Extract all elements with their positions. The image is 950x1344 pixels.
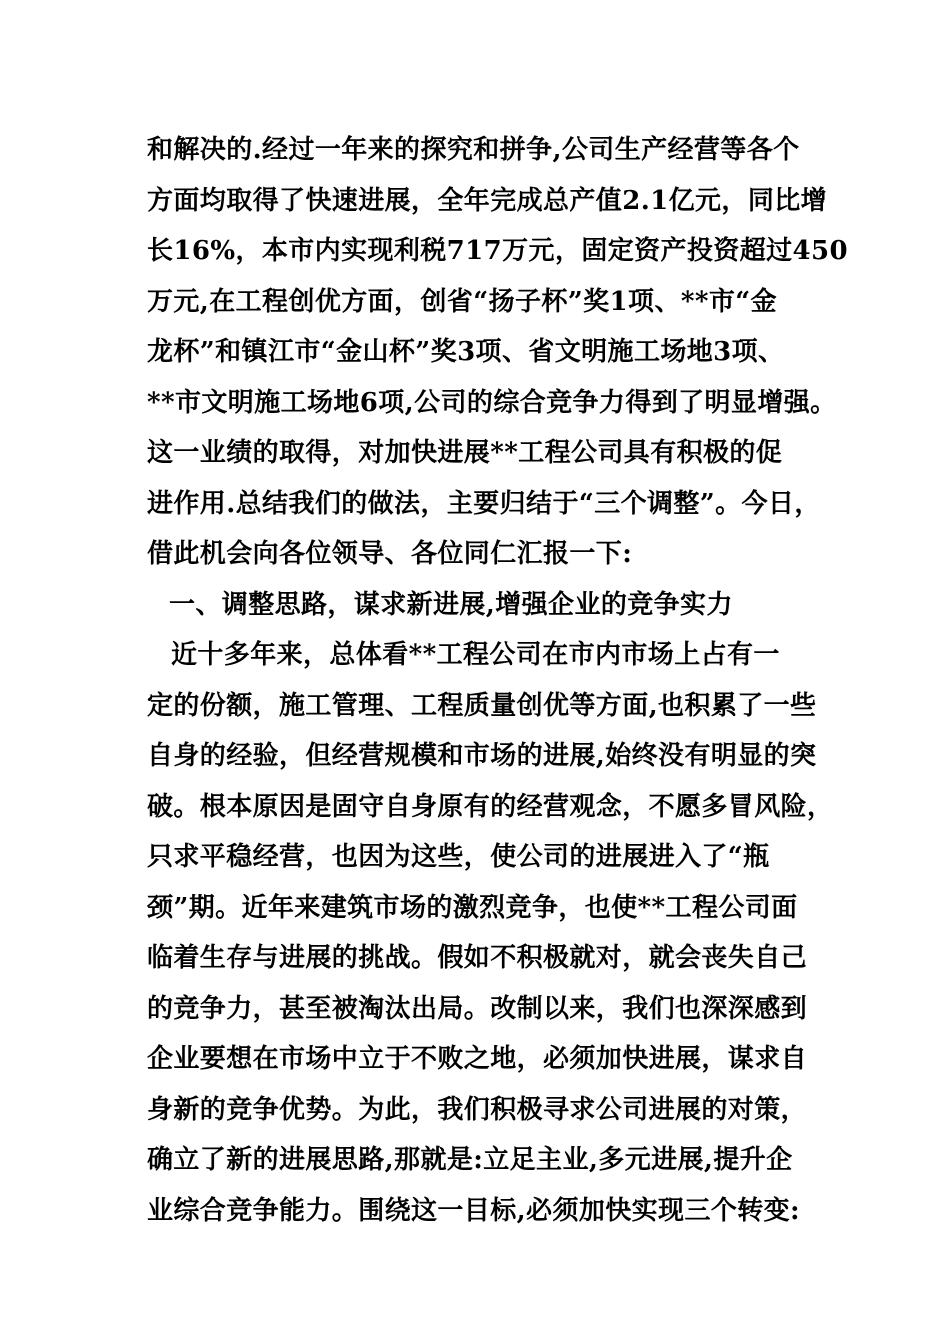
- paragraph-line: 借此机会向各位领导、各位同仁汇报一下:: [147, 539, 633, 569]
- paragraph-line: 这一业绩的取得，对加快进展**工程公司具有积极的促: [147, 438, 783, 468]
- paragraph-line: 确立了新的进展思路,那就是:立足主业,多元进展,提升企: [147, 1145, 793, 1175]
- paragraph-line: 方面均取得了快速进展，全年完成总产值2.1亿元，同比增: [147, 185, 828, 216]
- paragraph-line: 长16%，本市内实现利税717万元，固定资产投资超过450: [147, 236, 849, 266]
- section-heading: 一、调整思路，谋求新进展,增强企业的竞争实力: [169, 589, 733, 620]
- paragraph-line: 近十多年来，总体看**工程公司在市内市场上占有一: [171, 640, 780, 670]
- paragraph-line: 临着生存与进展的挑战。假如不积极就对，就会丧失自己: [147, 943, 808, 973]
- paragraph-line: **市文明施工场地6项,公司的综合竞争力得到了明显增强。: [147, 387, 837, 418]
- paragraph-line: 定的份额，施工管理、工程质量创优等方面,也积累了一些: [147, 690, 817, 721]
- paragraph-line: 自身的经验，但经营规模和市场的进展,始终没有明显的突: [147, 741, 817, 771]
- paragraph-line: 企业要想在市场中立于不败之地，必须加快进展，谋求自: [147, 1044, 808, 1074]
- paragraph-line: 龙杯”和镇江市“金山杯”奖3项、省文明施工场地3项、: [147, 337, 785, 367]
- paragraph-line: 和解决的.经过一年来的探究和拼争,公司生产经营等各个: [147, 135, 800, 165]
- paragraph-line: 万元,在工程创优方面，创省“扬子杯”奖1项、**市“金: [147, 286, 778, 317]
- paragraph-line: 破。根本原因是固守自身原有的经营观念，不愿多冒风险，: [147, 791, 834, 822]
- paragraph-line: 进作用.总结我们的做法，主要归结于“三个调整”。今日，: [147, 488, 821, 519]
- paragraph-line: 的竞争力，甚至被淘汰出局。改制以来，我们也深深感到: [147, 993, 808, 1024]
- paragraph-line: 颈”期。近年来建筑市场的激烈竞争，也使**工程公司面: [147, 892, 798, 923]
- paragraph-line: 只求平稳经营，也因为这些，使公司的进展进入了“瓶: [147, 842, 770, 872]
- document-body: [147, 125, 849, 1236]
- paragraph-line: 身新的竞争优势。为此，我们积极寻求公司进展的对策，: [147, 1094, 808, 1125]
- paragraph-line: 业综合竞争能力。围绕这一目标,必须加快实现三个转变:: [147, 1195, 801, 1226]
